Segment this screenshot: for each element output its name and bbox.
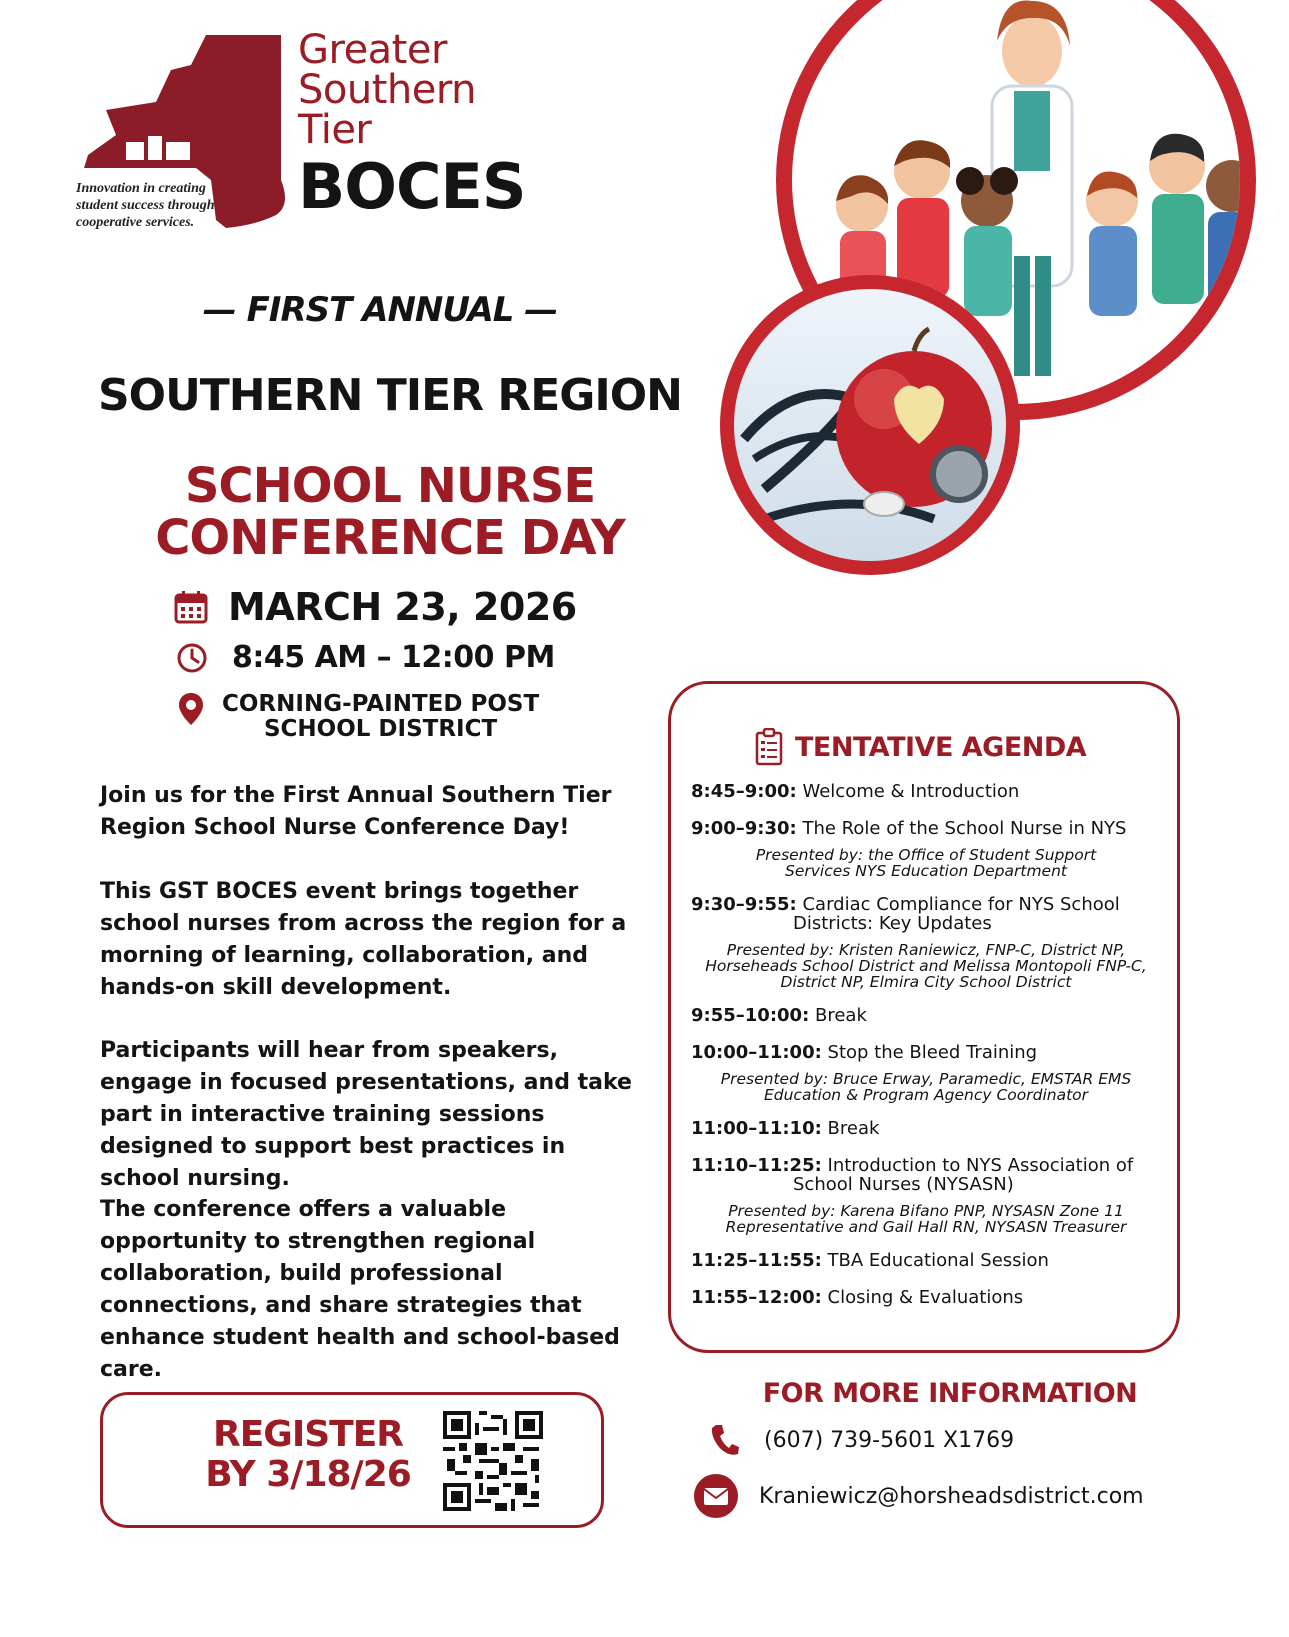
agenda-header xyxy=(755,728,1086,766)
conference-title-line1: SCHOOL NURSE xyxy=(184,458,596,514)
agenda-item-time: 8:45–9:00: xyxy=(691,781,797,802)
agenda-item-presenter: Presented by: the Office of Student Support Services NYS Education Department xyxy=(755,846,1097,880)
agenda-item-time: 9:55–10:00: xyxy=(691,1005,810,1026)
agenda-item-title: Cardiac Compliance for NYS School xyxy=(802,894,1120,915)
agenda-item xyxy=(691,782,1161,801)
agenda-item-time: 9:30–9:55: xyxy=(691,894,797,915)
agenda-item-time: 9:00–9:30: xyxy=(691,818,797,839)
agenda-item xyxy=(691,819,1161,838)
event-time-row xyxy=(176,640,555,675)
event-description-paragraph: This GST BOCES event brings together school nurses from across the region for a morning of learning, collaboration, and hands-on skill development. xyxy=(100,879,627,1000)
apple-stethoscope-image xyxy=(734,289,1006,561)
agenda-item xyxy=(691,1043,1161,1062)
agenda-item-title: Break xyxy=(827,1118,880,1139)
register-deadline xyxy=(188,1415,428,1495)
gst-boces-logo xyxy=(76,27,526,240)
agenda-item-time: 10:00–11:00: xyxy=(691,1042,822,1063)
agenda-item-title: Stop the Bleed Training xyxy=(827,1042,1038,1063)
agenda-item xyxy=(691,1251,1161,1270)
agenda-item xyxy=(691,1006,1161,1025)
email-row xyxy=(693,1473,1144,1519)
register-box xyxy=(100,1392,604,1528)
agenda-item-presenter: Presented by: Bruce Erway, Paramedic, EMSTAR EMS Education & Program Agency Coordinator xyxy=(720,1070,1132,1104)
agenda-item xyxy=(691,1288,1161,1307)
more-info-heading: FOR MORE INFORMATION xyxy=(762,1378,1138,1409)
agenda-item-presenter: Presented by: Karena Bifano PNP, NYSASN Zone 11 Representative and Gail Hall RN, NYSASN Treasurer xyxy=(725,1202,1127,1236)
register-line1: REGISTER xyxy=(212,1414,404,1455)
agenda-item-title: Closing & Evaluations xyxy=(827,1287,1024,1308)
logo-tagline: Innovation in creating student success through cooperative services. xyxy=(76,181,215,230)
first-annual-heading: — FIRST ANNUAL — xyxy=(202,290,558,330)
agenda-item-time: 11:10–11:25: xyxy=(691,1155,822,1176)
email-address[interactable]: Kraniewicz@horsheadsdistrict.com xyxy=(759,1483,1144,1509)
registration-qr-code[interactable] xyxy=(443,1411,543,1511)
agenda-item xyxy=(691,1156,1161,1194)
agenda-item-title: TBA Educational Session xyxy=(827,1250,1049,1271)
agenda-title: TENTATIVE AGENDA xyxy=(795,731,1087,763)
agenda-item-title: Break xyxy=(815,1005,867,1026)
event-location-line2: SCHOOL DISTRICT xyxy=(263,716,498,742)
phone-number[interactable]: (607) 739-5601 X1769 xyxy=(764,1427,1015,1453)
phone-icon xyxy=(710,1423,740,1457)
region-heading: SOUTHERN TIER REGION xyxy=(97,370,683,421)
clock-icon xyxy=(176,642,208,674)
clipboard-icon xyxy=(755,728,783,766)
agenda-item-presenter: Presented by: Kristen Raniewicz, FNP-C, District NP, Horseheads School District and Melissa Montopoli FNP-C, District NP, Elmira City School District xyxy=(705,941,1147,991)
conference-title-line2: CONFERENCE DAY xyxy=(155,510,625,566)
intro-paragraph: Join us for the First Annual Southern Tier Region School Nurse Conference Day! xyxy=(100,783,612,840)
agenda-panel xyxy=(668,681,1180,1353)
agenda-item-title-cont: School Nurses (NYSASN) xyxy=(793,1174,1014,1195)
agenda-item-title: Introduction to NYS Association of xyxy=(827,1155,1134,1176)
logo-word-boces: BOCES xyxy=(298,150,526,223)
agenda-list xyxy=(691,782,1161,1325)
event-location-line1: CORNING-PAINTED POST xyxy=(222,691,540,717)
email-icon xyxy=(693,1473,739,1519)
agenda-item-title: The Role of the School Nurse in NYS xyxy=(802,818,1127,839)
agenda-item-title: Welcome & Introduction xyxy=(802,781,1020,802)
logo-word-greater: Greater xyxy=(298,27,447,73)
participants-paragraph: Participants will hear from speakers, engage in focused presentations, and take part in interactive training sessions designed to support best practices in school nursing. xyxy=(100,1038,632,1191)
logo-word-tier: Tier xyxy=(298,107,372,153)
agenda-item-time: 11:55–12:00: xyxy=(691,1287,822,1308)
agenda-item-title-cont: Districts: Key Updates xyxy=(793,913,992,934)
conference-title xyxy=(60,460,720,564)
register-line2: BY 3/18/26 xyxy=(205,1454,411,1495)
event-time: 8:45 AM – 12:00 PM xyxy=(232,640,555,675)
calendar-icon xyxy=(174,590,208,624)
agenda-item-time: 11:00–11:10: xyxy=(691,1118,822,1139)
apple-stethoscope-photo-frame xyxy=(720,275,1020,575)
logo-word-southern: Southern xyxy=(298,67,476,113)
event-location-row xyxy=(178,692,539,742)
event-location xyxy=(222,692,539,742)
phone-row xyxy=(710,1423,1014,1457)
event-date-row xyxy=(174,585,577,629)
location-pin-icon xyxy=(178,692,204,726)
event-date: MARCH 23, 2026 xyxy=(228,585,577,629)
agenda-item xyxy=(691,895,1161,933)
agenda-item-time: 11:25–11:55: xyxy=(691,1250,822,1271)
opportunity-paragraph: The conference offers a valuable opportunity to strengthen regional collaboration, build professional connections, and share strategies that enhance student health and school-based care. xyxy=(100,1197,620,1382)
agenda-item xyxy=(691,1119,1161,1138)
